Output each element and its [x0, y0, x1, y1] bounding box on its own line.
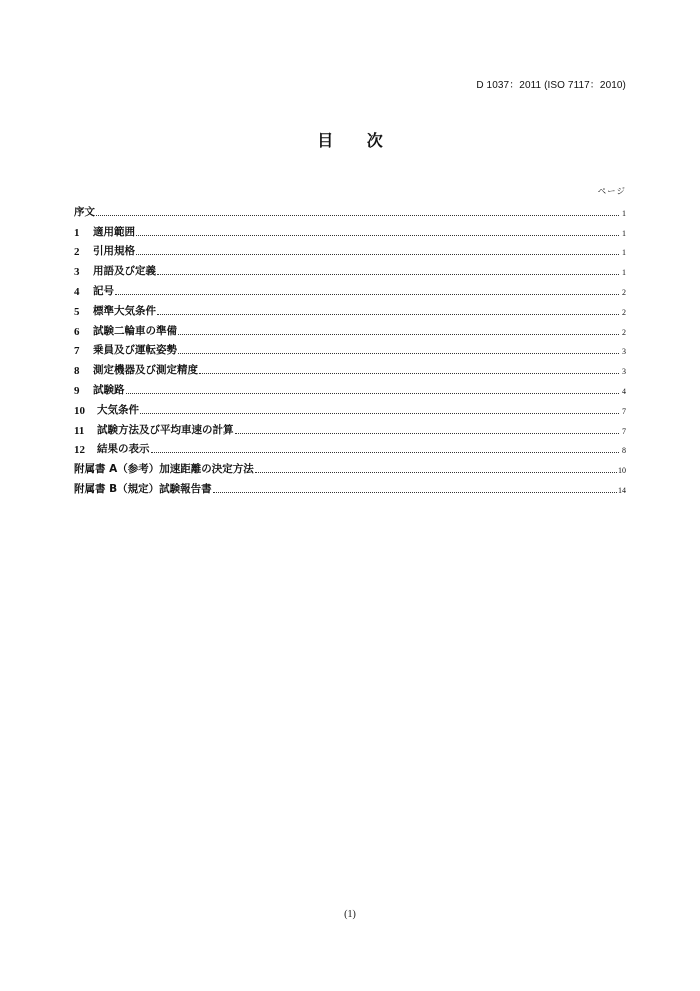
toc-entry-number: 11 — [74, 424, 85, 437]
toc-entry-page: 4 — [622, 386, 626, 396]
toc-entry-number: 3 — [74, 266, 80, 279]
toc-entry-number: 4 — [74, 285, 80, 298]
toc-entry-number: 1 — [74, 226, 80, 239]
toc-leader-dots — [140, 413, 619, 414]
toc-entry-page: 3 — [622, 367, 626, 377]
toc-entry[interactable] — [74, 258, 626, 278]
toc-entry[interactable] — [74, 476, 626, 496]
toc-leader-dots — [115, 294, 619, 295]
toc-entry[interactable] — [74, 199, 626, 219]
page-title: 目 次 — [317, 131, 397, 150]
toc-entry-page: 1 — [622, 268, 626, 278]
toc-leader-dots — [136, 235, 619, 236]
toc-leader-dots — [157, 274, 619, 275]
toc-entry-page: 2 — [622, 327, 626, 337]
toc-leader-dots — [235, 433, 620, 434]
page-column-label: ページ — [597, 187, 626, 197]
toc-entry-number: 2 — [74, 246, 80, 259]
toc-entry-number: 5 — [74, 305, 80, 318]
toc-entry-page: 7 — [622, 426, 626, 436]
toc-entry-page: 3 — [622, 347, 626, 357]
toc-entry-title: 序文 — [74, 205, 95, 218]
toc-leader-dots — [126, 393, 620, 394]
toc-leader-dots — [96, 215, 619, 216]
toc-entry-title: 適用範囲 — [93, 225, 135, 238]
toc-entry-page: 8 — [622, 446, 626, 456]
toc-leader-dots — [136, 254, 619, 255]
toc-entry-title: 標準大気条件 — [93, 304, 156, 317]
toc-entry[interactable] — [74, 377, 626, 397]
toc-entry[interactable] — [74, 239, 626, 259]
toc-entry-number: 12 — [74, 444, 85, 457]
toc-entry-title: 試験路 — [93, 383, 125, 396]
toc-entry-page: 10 — [618, 466, 626, 476]
toc-entry-number: 10 — [74, 404, 85, 417]
toc-entry[interactable] — [74, 219, 626, 239]
toc-entry-page: 1 — [622, 228, 626, 238]
toc-entry[interactable] — [74, 397, 626, 417]
table-of-contents — [74, 199, 626, 496]
document-id: D 1037：2011 (ISO 7117：2010) — [476, 80, 626, 91]
toc-entry[interactable] — [74, 338, 626, 358]
toc-entry-page: 2 — [622, 307, 626, 317]
toc-entry-title: 大気条件 — [97, 403, 139, 416]
toc-leader-dots — [199, 373, 619, 374]
toc-entry[interactable] — [74, 278, 626, 298]
toc-entry[interactable] — [74, 357, 626, 377]
toc-entry-page: 1 — [622, 208, 626, 218]
toc-entry[interactable] — [74, 437, 626, 457]
toc-entry[interactable] — [74, 298, 626, 318]
toc-entry-number: 7 — [74, 345, 80, 358]
toc-entry-page: 1 — [622, 248, 626, 258]
toc-entry[interactable] — [74, 417, 626, 437]
toc-leader-dots — [151, 452, 620, 453]
toc-leader-dots — [178, 353, 619, 354]
footer-page-number: (1) — [344, 909, 356, 920]
toc-leader-dots — [255, 472, 617, 473]
toc-entry-title: 附属書 A（参考）加速距離の決定方法 — [74, 463, 254, 476]
toc-entry[interactable] — [74, 456, 626, 476]
toc-entry-title: 乗員及び運転姿勢 — [93, 344, 177, 357]
toc-entry-title: 引用規格 — [93, 245, 135, 258]
toc-entry-title: 試験方法及び平均車速の計算 — [97, 423, 234, 436]
toc-entry[interactable] — [74, 318, 626, 338]
toc-entry-page: 14 — [618, 485, 626, 495]
toc-entry-title: 用語及び定義 — [93, 265, 156, 278]
toc-entry-page: 2 — [622, 287, 626, 297]
toc-entry-number: 9 — [74, 384, 80, 397]
toc-leader-dots — [157, 314, 619, 315]
toc-leader-dots — [213, 492, 617, 493]
toc-entry-title: 附属書 B（規定）試験報告書 — [74, 482, 212, 495]
toc-leader-dots — [178, 334, 619, 335]
toc-entry-title: 測定機器及び測定精度 — [93, 364, 198, 377]
toc-entry-title: 試験二輪車の準備 — [93, 324, 177, 337]
toc-entry-title: 記号 — [93, 284, 114, 297]
toc-entry-number: 8 — [74, 365, 80, 378]
toc-entry-page: 7 — [622, 406, 626, 416]
toc-entry-number: 6 — [74, 325, 80, 338]
toc-entry-title: 結果の表示 — [97, 443, 150, 456]
